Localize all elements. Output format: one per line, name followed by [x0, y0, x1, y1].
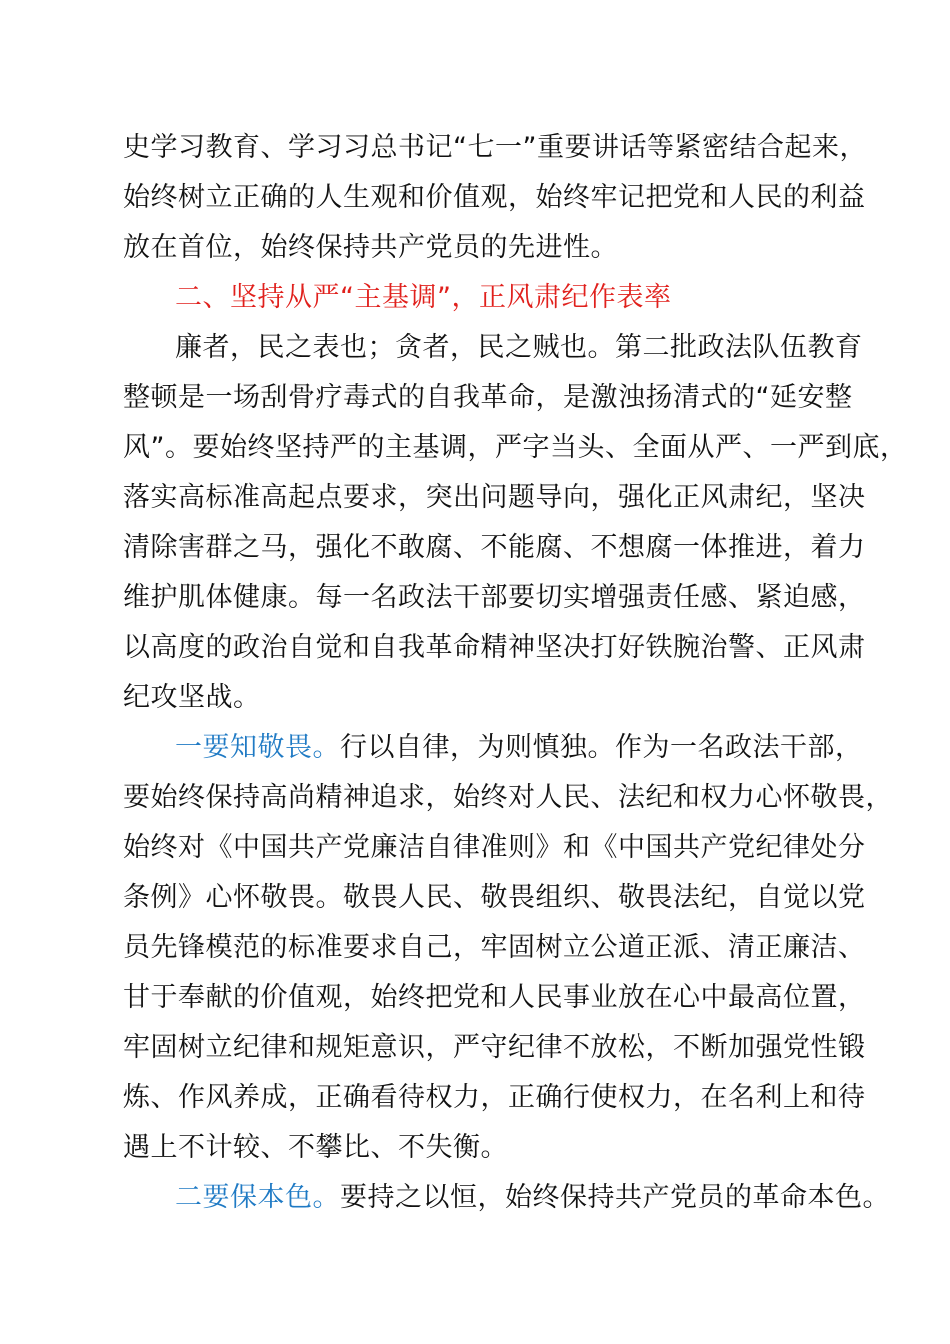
paragraph-line: 维护肌体健康。每一名政法干部要切实增强责任感、紧迫感，	[123, 582, 866, 613]
paragraph-line: 炼、作风养成，正确看待权力，正确行使权力，在名利上和待	[123, 1082, 866, 1113]
paragraph-line: 条例》心怀敬畏。敬畏人民、敬畏组织、敬畏法纪，自觉以党	[123, 882, 866, 913]
paragraph-line	[175, 1180, 890, 1216]
paragraph-line: 整顿是一场刮骨疗毒式的自我革命，是激浊扬清式的“延安整	[123, 382, 853, 413]
paragraph-lead: 一要知敬畏。	[175, 732, 340, 763]
paragraph-line: 遇上不计较、不攀比、不失衡。	[123, 1132, 508, 1163]
paragraph-line: 始终对《中国共产党廉洁自律准则》和《中国共产党纪律处分	[123, 832, 866, 863]
paragraph-line: 要始终保持高尚精神追求，始终对人民、法纪和权力心怀敬畏，	[123, 782, 893, 813]
paragraph-line: 放在首位，始终保持共产党员的先进性。	[123, 232, 618, 263]
paragraph-line: 清除害群之马，强化不敢腐、不能腐、不想腐一体推进，着力	[123, 532, 866, 563]
paragraph-line: 始终树立正确的人生观和价值观，始终牢记把党和人民的利益	[123, 182, 866, 213]
paragraph-line: 以高度的政治自觉和自我革命精神坚决打好铁腕治警、正风肃	[123, 632, 866, 663]
paragraph-lead: 二要保本色。	[175, 1182, 340, 1213]
paragraph-line: 员先锋模范的标准要求自己，牢固树立公道正派、清正廉洁、	[123, 932, 866, 963]
paragraph-line: 牢固树立纪律和规矩意识，严守纪律不放松，不断加强党性锻	[123, 1032, 866, 1063]
paragraph-line: 落实高标准高起点要求，突出问题导向，强化正风肃纪，坚决	[123, 482, 866, 513]
paragraph-line: 纪攻坚战。	[123, 682, 261, 713]
paragraph-text: 行以自律，为则慎独。作为一名政法干部，	[340, 732, 863, 763]
paragraph-line: 风”。要始终坚持严的主基调，严字当头、全面从严、一严到底，	[123, 432, 908, 463]
paragraph-line	[175, 730, 863, 766]
paragraph-line: 甘于奉献的价值观，始终把党和人民事业放在心中最高位置，	[123, 982, 866, 1013]
paragraph-line: 史学习教育、学习习总书记“七一”重要讲话等紧密结合起来，	[123, 132, 867, 163]
section-heading: 二、坚持从严“主基调”，正风肃纪作表率	[175, 282, 672, 313]
paragraph-text: 要持之以恒，始终保持共产党员的革命本色。	[340, 1182, 890, 1213]
paragraph-line: 廉者，民之表也；贪者，民之贼也。第二批政法队伍教育	[175, 332, 863, 363]
